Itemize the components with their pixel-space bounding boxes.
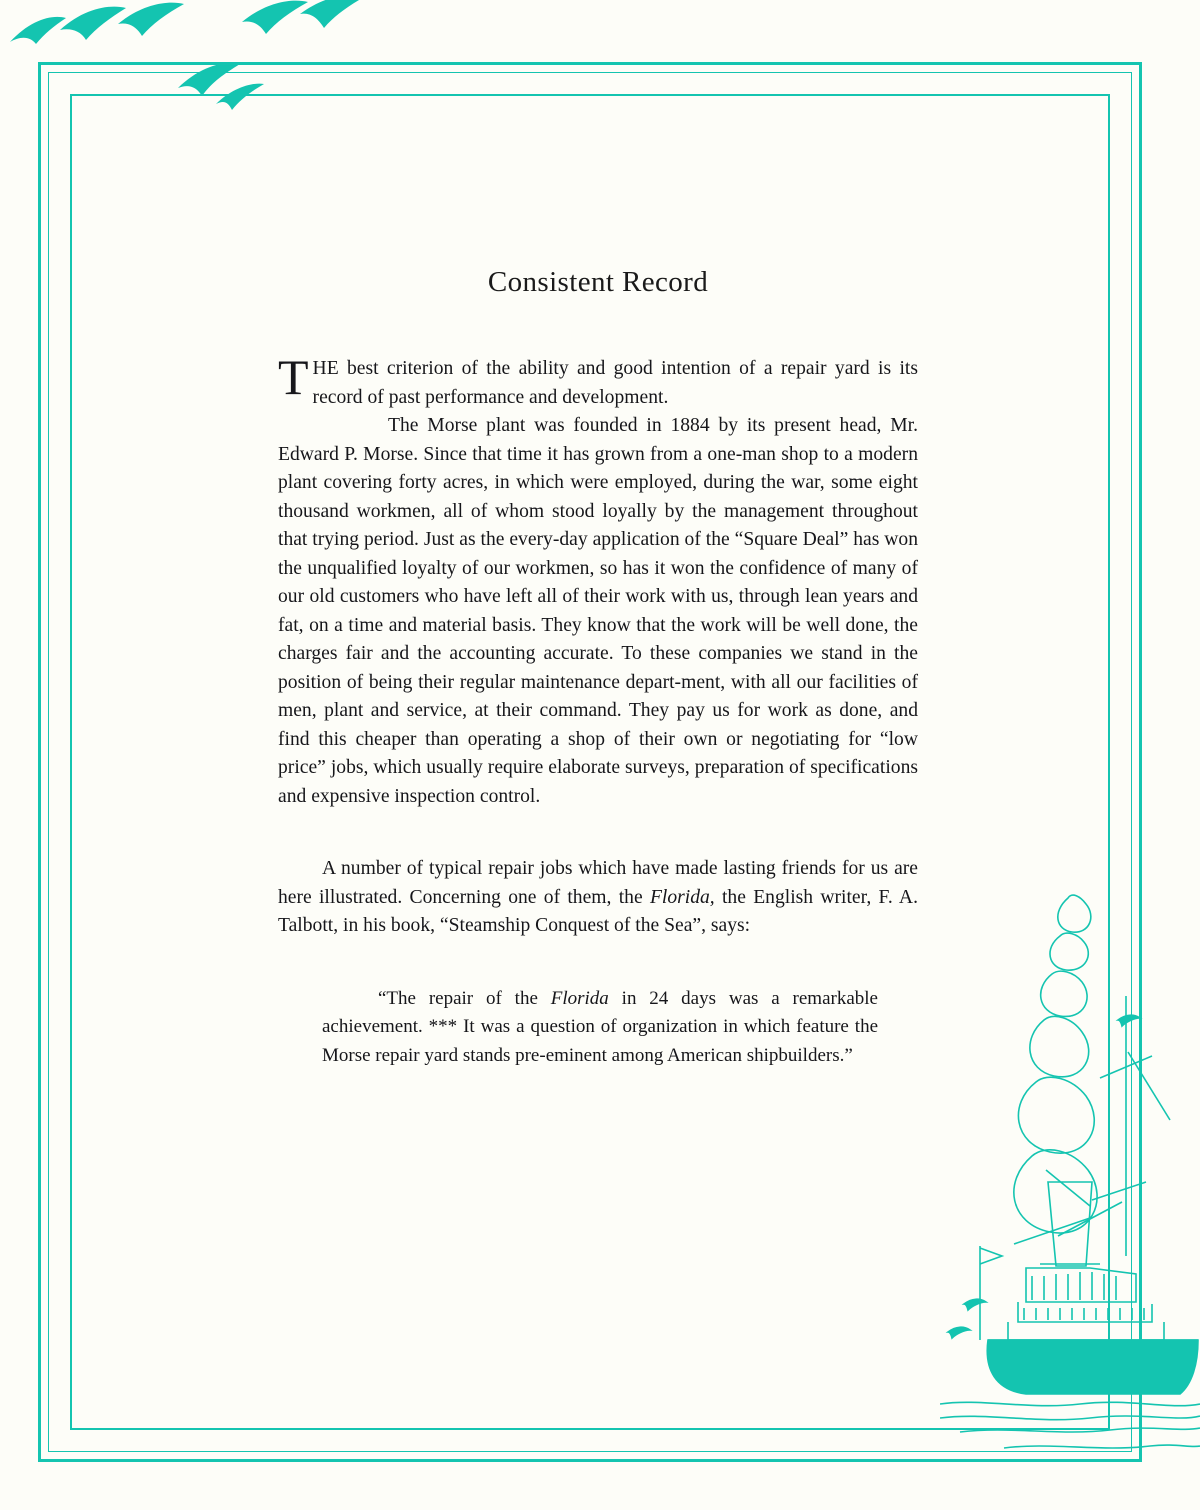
paragraph-typical-jobs-part-b: the English writer, F. A. Talbott, in his book, “Steamship Conquest of the Sea”, says: xyxy=(278,886,918,936)
quote-spacer xyxy=(278,941,918,985)
talbott-quote xyxy=(322,985,878,1071)
lead-paragraph-text: HE best criterion of the ability and good intention of a repair yard is its record of past performance and development. xyxy=(312,358,918,408)
quote-ship-name-florida: Florida xyxy=(550,987,609,1009)
paragraph-history: The Morse plant was founded in 1884 by its present head, Mr. Edward P. Morse. Since that time it has grown from a one-man shop to a modern plant covering forty acres, in which were employed, during the war, some eight thousand workmen, all of whom stood loyally by the management throughout that trying period. Just as the every-day application of the “Square Deal” has won the unqualified loyalty of our workmen, so has it won the confidence of many of our old customers who have left all of their work with us, through lean years and fat, on a time and material basis. They know that the work will be well done, the charges fair and the accounting accurate. To these companies we stand in the position of being their regular maintenance depart-ment, with all our facilities of men, plant and service, at their command. They pay us for work as done, and find this cheaper than operating a shop of their own or negotiating for “low price” jobs, which usually require elaborate surveys, preparation of specifications and expensive inspection control. xyxy=(278,415,918,807)
page-title: Consistent Record xyxy=(487,266,709,298)
quote-part-b: in 24 days was a remarkable achievement. *** It was a question of organization in which feature the Morse repair yard stands pre-eminent among American shipbuilders.” xyxy=(322,987,878,1066)
quote-part-a: “The repair of the xyxy=(378,987,551,1009)
paragraph-typical-jobs xyxy=(278,855,918,941)
ship-name-florida: Florida, xyxy=(649,886,715,908)
page-content xyxy=(278,266,918,1070)
paragraph-spacer xyxy=(278,811,918,855)
lead-paragraph-block xyxy=(278,349,918,412)
drop-cap: T xyxy=(278,349,309,405)
paragraph-typical-jobs-part-a: A number of typical repair jobs which have made lasting friends for us are here illustrated. Concerning one of them, the xyxy=(278,858,918,908)
